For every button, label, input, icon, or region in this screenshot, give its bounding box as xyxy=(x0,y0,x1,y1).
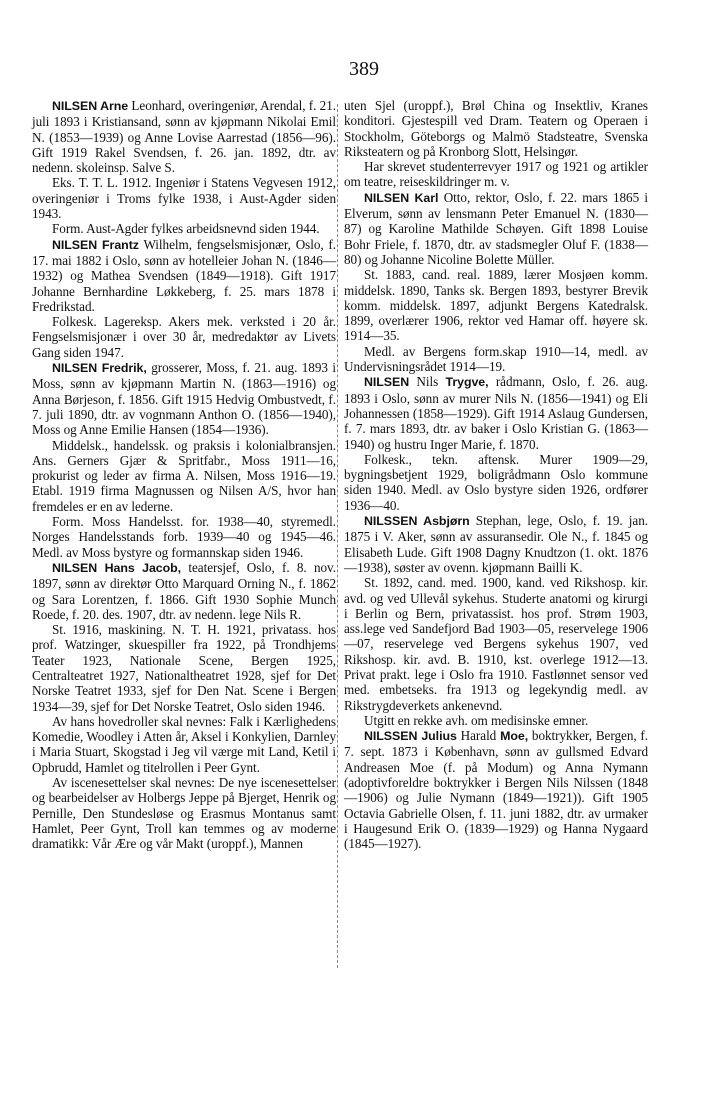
body-paragraph xyxy=(344,159,648,190)
entry-paragraph xyxy=(344,190,648,267)
left-column xyxy=(32,98,336,852)
body-paragraph xyxy=(32,775,336,851)
entry-paragraph xyxy=(344,374,648,451)
entry-text: St. 1892, cand. med. 1900, kand. ved Rikshosp. kir. avd. og ved Ullevål sykehus. Studerte anatomi og kirurgi i Berlin og Bern, privatassist. hos prof. Strøm 1903, ass.lege ved Sandefjord Bad 1903—05, reservelege 1906—07, reservelege ved Bergens sykehus 1907, ved Rikshosp. kir. avd. B. 1910, kst. overlege 1912—13. Privat prakt. lege i Oslo fra 1910. Fastlønnet sensor ved med. embetseks. fra 1913 og legekyndig medl. av Rikstrygdeverkets ankenevnd. xyxy=(344,575,648,713)
entry-text: Nils xyxy=(409,374,446,390)
body-paragraph xyxy=(32,438,336,514)
entry-text: Wilhelm, fengselsmisjonær, Oslo, f. 17. mai 1882 i Oslo, sønn av hotelleier Johan N. (1846—1932) og Mathea Svendsen (1849—1918). Gift 1917 Johanne Bernhardine Løkkeberg, f. 25. mars 1878 i Fredrikstad. xyxy=(32,236,336,314)
body-paragraph xyxy=(32,314,336,360)
body-paragraph xyxy=(344,267,648,343)
entry-headword: NILSEN Arne xyxy=(52,99,129,113)
body-paragraph xyxy=(344,575,648,713)
entry-text: Har skrevet studenterrevyer 1917 og 1921 og artikler om teatre, reiseskildringer m. v. xyxy=(344,159,648,190)
entry-text: Av iscenesettelser skal nevnes: De nye iscenesettelser og bearbeidelser av Holbergs Jeppe på Bjerget, Henrik og Pernille, Den Stundesløse og Erasmus Montanus samt Hamlet, Peer Gynt, Troll kan temmes og av moderne dramatikk: Vår Ære og vår Makt (uroppf.), Mannen xyxy=(32,775,336,852)
entry-text: Form. Moss Handelsst. for. 1938—40, styremedl. Norges Handelsstands forb. 1939—40 og 1945—46. Medl. av Moss bystyre og formannskap siden 1946. xyxy=(32,514,336,560)
entry-text: Utgitt en rekke avh. om medisinske emner. xyxy=(364,712,589,728)
body-paragraph xyxy=(32,714,336,775)
entry-text: Folkesk. Lagereksp. Akers mek. verksted i 20 år. Fengselsmisjonær i over 30 år, medredaktør av Livets Gang siden 1947. xyxy=(32,314,336,360)
entry-text: Leonhard, overingeniør, Arendal, f. 21. juli 1893 i Kristiansand, sønn av kjøpmann Nikolai Emil N. (1853—1939) og Anne Lovise Aarrestad (1856—96). Gift 1919 Rakel Svendsen, f. 26. jan. 1892, dtr. av nedenn. skoleinsp. Salve S. xyxy=(32,98,336,176)
entry-headword: NILSEN Frantz xyxy=(52,237,139,252)
page-number: 389 xyxy=(349,58,379,80)
body-paragraph xyxy=(32,622,336,714)
entry-text: teatersjef, Oslo, f. 8. nov. 1897, sønn av direktør Otto Marquard Orning N., f. 1862 og Sara Lorentzen, f. 1866. Gift 1930 Sophie Munch Roede, f. 20. des. 1907, dtr. av nedenn. lege Nils R. xyxy=(32,559,336,622)
entry-text: Harald xyxy=(456,728,501,744)
right-column xyxy=(344,98,648,852)
entry-headword: NILSSEN Asbjørn xyxy=(364,514,470,529)
body-paragraph xyxy=(32,175,336,221)
entry-text: Middelsk., handelssk. og praksis i kolonialbransjen. Ans. Gerners Gjær & Spritfabr., Moss 1911—16, prokurist og leder av firma A. Nilsen, Moss 1916—19. Etabl. 1919 firma Magnussen og Nilsen A/S, hvor han fremdeles er en av lederne. xyxy=(32,437,336,514)
entry-headword: NILSEN xyxy=(364,375,410,390)
entry-text: St. 1916, maskining. N. T. H. 1921, privatass. hos prof. Watzinger, skuespiller fra 1922, på Trondhjems Teater 1923, Nationale Scene, Bergen 1925, Centralteatret 1927, Nationaltheatret 1928, sjef for Det Norske Teatret 1933, sjef for Den Nat. Scene i Bergen 1934—39, sjef for Det Norske Teatret, Oslo siden 1946. xyxy=(32,622,336,714)
entry-paragraph xyxy=(32,560,336,622)
entry-text: Otto, rektor, Oslo, f. 22. mars 1865 i Elverum, sønn av lensmann Peter Emanuel N. (1830—87) og Karoline Mathilde Schøyen. Gift 1898 Louise Bohr Friele, f. 1870, dtr. av stadsmegler Oluf F. (1838—80) og Johanne Nicoline Bolette Müller. xyxy=(344,189,649,267)
entry-headword: NILSSEN Julius xyxy=(364,729,457,744)
body-paragraph xyxy=(344,713,648,728)
column-divider xyxy=(337,104,338,968)
body-paragraph xyxy=(32,514,336,560)
entry-headword: NILSEN Hans Jacob, xyxy=(52,560,182,575)
entry-text: boktrykker, Bergen, f. 7. sept. 1873 i København, sønn av gullsmed Edvard Andreasen Moe (f. på Modum) og Anna Nymann (adoptivforeldre boktrykker i Bergen Nils Nilssen (1848—1906) og Julie Nymann (1849—1921)). Gift 1905 Octavia Gabrielle Olsen, f. 11. juni 1882, dtr. av urmaker i Haugesund Erik O. (1839—1929) og Hanna Nygaard (1845—1927). xyxy=(344,728,649,852)
entry-paragraph xyxy=(32,237,336,314)
entry-text: Medl. av Bergens form.skap 1910—14, medl. av Undervisningsrådet 1914—19. xyxy=(344,343,648,375)
entry-text: Eks. T. T. L. 1912. Ingeniør i Statens Vegvesen 1912, overingeniør i Troms fylke 1938, i Aust-Agder siden 1943. xyxy=(32,175,336,222)
entry-text: Stephan, lege, Oslo, f. 19. jan. 1875 i V. Aker, sønn av assuransedir. Ole N., f. 1845 og Elisabeth Lude. Gift 1908 Dagny Knudtzon (1. okt. 1876—1938), søster av ovenn. kjøpmann Bailli K. xyxy=(344,513,648,575)
entry-paragraph xyxy=(32,360,336,437)
entry-text: Form. Aust-Agder fylkes arbeidsnevnd siden 1944. xyxy=(52,221,320,237)
entry-text: St. 1883, cand. real. 1889, lærer Mosjøen komm. middelsk. 1890, Tanks sk. Bergen 1893, bestyrer Brevik komm. middelsk. 1897, adjunkt Bergens Katedralsk. 1899, overlærer 1906, rektor ved Hamar off. høyere sk. 1914—35. xyxy=(344,267,648,344)
entry-text: grosserer, Moss, f. 21. aug. 1893 i Moss, sønn av kjøpmann Martin N. (1863—1916) og Anna Børjeson, f. 1856. Gift 1915 Hedvig Ombustvedt, f. 7. juli 1890, dtr. av vognmann Anthon O. (1856—1940), Moss og Anne Emilie Hansen (1854—1936). xyxy=(32,360,336,438)
body-paragraph xyxy=(32,221,336,236)
entry-paragraph xyxy=(344,513,648,575)
body-paragraph xyxy=(344,98,648,159)
entry-paragraph xyxy=(32,98,336,175)
entry-headword: NILSEN Karl xyxy=(364,190,439,205)
entry-text: Av hans hovedroller skal nevnes: Falk i Kærlighedens Komedie, Woodley i Atten år, Aksel i Konkylien, Darnley i Maria Stuart, Skogstad i Jeg vil værge mit Land, Ketil i Opbrudd, Hamlet og titelrollen i Peer Gynt. xyxy=(32,713,336,775)
entry-text: uten Sjel (uroppf.), Brøl China og Insektliv, Kranes konditori. Gjestespill ved Dram. Teatern og Operaen i Stockholm, Göteborgs og Malmö Stadsteatre, Svenska Riksteatern og på Kronborg Slott, Helsingør. xyxy=(344,98,648,159)
entry-text: rådmann, Oslo, f. 26. aug. 1893 i Oslo, sønn av murer Nils N. (1856—1941) og Eli Johannessen (1858—1929). Gift 1914 Aslaug Gundersen, f. 7. mars 1893, dtr. av baker i Oslo Kristian G. (1863—1940) og hustru Inger Marie, f. 1870. xyxy=(344,374,649,452)
entry-headword-secondary: Trygve, xyxy=(445,375,489,390)
entry-paragraph xyxy=(344,728,648,851)
entry-headword-secondary: Moe, xyxy=(500,729,529,744)
body-paragraph xyxy=(344,344,648,375)
body-paragraph xyxy=(344,452,648,513)
entry-text: Folkesk., tekn. aftensk. Murer 1909—29, bygningsbetjent 1929, boligrådmann Oslo kommune siden 1940. Medl. av Oslo bystyre siden 1926, ordfører 1936—40. xyxy=(344,451,648,513)
entry-headword: NILSEN Fredrik, xyxy=(52,361,147,376)
